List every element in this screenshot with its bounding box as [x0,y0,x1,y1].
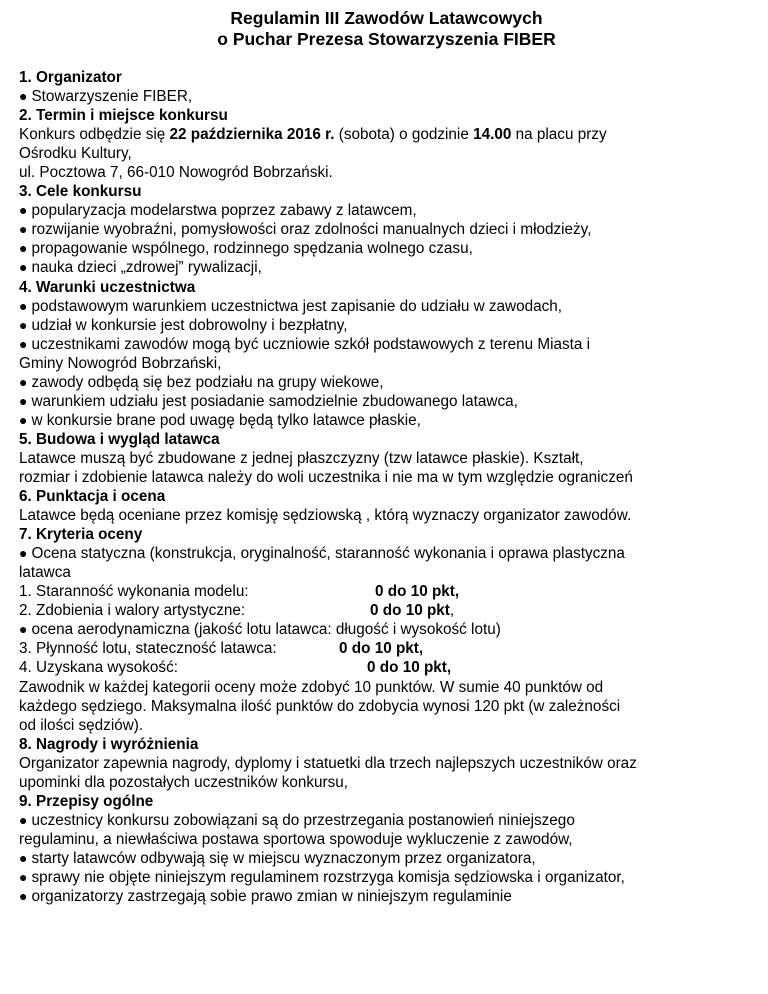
bullet-item: ● propagowanie wspólnego, rodzinnego spędzania wolnego czasu, [19,239,754,258]
paragraph-line: upominki dla pozostałych uczestników konkursu, [19,773,349,791]
bullet-item: ● Ocena statyczna (konstrukcja, oryginalność, staranność wykonania i oprawa plastyczna [19,544,754,563]
bullet-item: ● rozwijanie wyobraźni, pomysłowości oraz zdolności manualnych dzieci i młodzieży, [19,220,754,239]
text: (sobota) o godzinie [334,126,474,144]
bullet-item: ● Stowarzyszenie FIBER, [19,87,754,106]
text: na placu przy [511,126,607,144]
criterion-value: 0 do 10 pkt, [375,583,460,601]
bullet-continuation: regulaminu, a niewłaściwa postawa sportowa spowoduje wykluczenie z zawodów, [19,830,573,848]
section-8-heading: 8. Nagrody i wyróżnienia [19,735,199,753]
paragraph-line: Organizator zapewnia nagrody, dyplomy i statuetki dla trzech najlepszych uczestników oraz [19,754,637,772]
text: Konkurs odbędzie się [19,126,170,144]
bullet-item: ● nauka dzieci „zdrowej” rywalizacji, [19,258,754,277]
bullet-item: ● uczestnikami zawodów mogą być uczniowie szkół podstawowych z terenu Miasta i [19,335,754,354]
section-6-heading: 6. Punktacja i ocena [19,488,166,506]
section-2-heading: 2. Termin i miejsce konkursu [19,107,228,125]
paragraph-line: od ilości sędziów). [19,716,144,734]
bullet-continuation: latawca [19,564,71,582]
criterion-row [19,601,754,620]
section-1-heading: 1. Organizator [19,69,122,86]
bullet-item: ● podstawowym warunkiem uczestnictwa jest zapisanie do udziału w zawodach, [19,297,754,316]
criterion-row [19,658,754,677]
bullet-item: ● zawody odbędą się bez podziału na grupy wiekowe, [19,373,754,392]
address-line: ul. Pocztowa 7, 66-010 Nowogród Bobrzański. [19,164,333,182]
bullet-item: ● warunkiem udziału jest posiadanie samodzielnie zbudowanego latawca, [19,392,754,411]
criterion-row [19,639,754,658]
section-7-heading: 7. Kryteria oceny [19,526,143,544]
title-line-2: o Puchar Prezesa Stowarzyszenia FIBER [217,29,556,49]
document-title [19,8,754,50]
criterion-label: 1. Staranność wykonania modelu: [19,583,249,601]
paragraph-line: Latawce muszą być zbudowane z jednej płaszczyzny (tzw latawce płaskie). Kształt, [19,449,584,467]
bullet-continuation: Gminy Nowogród Bobrzański, [19,354,222,372]
contest-time: 14.00 [473,126,512,144]
document-body [19,68,754,906]
bullet-item: ● udział w konkursie jest dobrowolny i bezpłatny, [19,316,754,335]
venue-line: Ośrodku Kultury, [19,145,132,163]
paragraph-line: każdego sędziego. Maksymalna ilość punktów do zdobycia wynosi 120 pkt (w zależności [19,697,621,715]
criterion-value: 0 do 10 pkt [370,602,450,620]
criterion-label: 4. Uzyskana wysokość: [19,659,178,677]
document [19,8,754,906]
bullet-item: ● w konkursie brane pod uwagę będą tylko latawce płaskie, [19,411,754,430]
criterion-value: 0 do 10 pkt, [367,659,452,677]
section-3-heading: 3. Cele konkursu [19,183,142,201]
criterion-label: 2. Zdobienia i walory artystyczne: [19,602,246,620]
bullet-item: ● popularyzacja modelarstwa poprzez zabawy z latawcem, [19,201,754,220]
section-5-heading: 5. Budowa i wygląd latawca [19,430,220,448]
criterion-label: 3. Płynność lotu, stateczność latawca: [19,640,277,658]
bullet-item: ● organizatorzy zastrzegają sobie prawo zmian w niniejszym regulaminie [19,887,754,906]
paragraph-line: rozmiar i zdobienie latawca należy do woli uczestnika i nie ma w tym względzie ograniczeń [19,468,633,486]
paragraph-line: Zawodnik w każdej kategorii oceny może zdobyć 10 punktów. W sumie 40 punktów od [19,678,604,696]
bullet-item: ● starty latawców odbywają się w miejscu wyznaczonym przez organizatora, [19,849,754,868]
contest-date-line [19,125,754,144]
contest-date: 22 października 2016 r. [169,126,335,144]
bullet-item: ● uczestnicy konkursu zobowiązani są do przestrzegania postanowień niniejszego [19,811,754,830]
criterion-row [19,582,754,601]
bullet-item: ● sprawy nie objęte niniejszym regulaminem rozstrzyga komisja sędziowska i organizator, [19,868,754,887]
title-line-1: Regulamin III Zawodów Latawcowych [230,8,543,28]
criterion-value: 0 do 10 pkt, [339,640,424,658]
paragraph-line: Latawce będą oceniane przez komisję sędziowską , którą wyznaczy organizator zawodów. [19,507,632,525]
section-4-heading: 4. Warunki uczestnictwa [19,278,196,296]
text: , [449,602,455,620]
bullet-item: ● ocena aerodynamiczna (jakość lotu latawca: długość i wysokość lotu) [19,620,754,639]
section-9-heading: 9. Przepisy ogólne [19,792,154,810]
